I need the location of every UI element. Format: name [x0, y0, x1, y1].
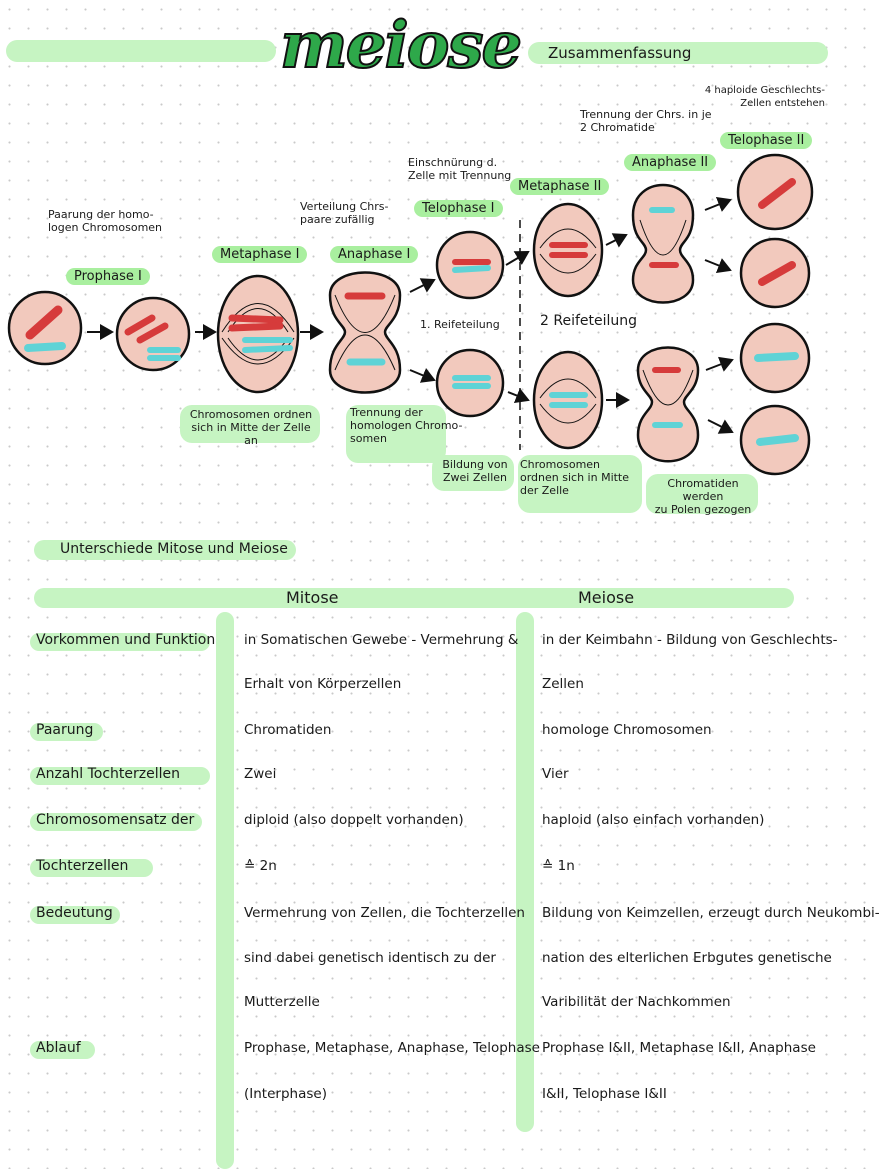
label-second-division: 2 Reifeteilung	[540, 313, 638, 329]
row-label: Anzahl Tochterzellen	[36, 766, 180, 782]
note-separation: Trennung der Chrs. in je 2 Chromatide	[580, 108, 712, 134]
note-homolog-separation: Trennung der homologen Chromo- somen	[350, 406, 463, 445]
row-label: Bedeutung	[36, 905, 113, 921]
row-label: Ablauf	[36, 1040, 81, 1056]
row-meiose: Vier	[542, 766, 569, 782]
column-header-mitose: Mitose	[286, 588, 339, 607]
row-label: Vorkommen und Funktion	[36, 632, 216, 648]
label-metaphase2: Metaphase II	[510, 178, 609, 195]
row-meiose: nation des elterlichen Erbgutes genetische	[542, 950, 832, 966]
cell-metaphase1	[218, 276, 298, 392]
row-mitose: Chromatiden	[244, 722, 332, 738]
row-label: Tochterzellen	[36, 858, 129, 874]
note-haploid: 4 haploide Geschlechts- Zellen entstehen	[704, 85, 825, 109]
row-mitose: Erhalt von Körperzellen	[244, 676, 402, 692]
label-telophase1: Telophase I	[414, 200, 503, 217]
row-mitose: diploid (also doppelt vorhanden)	[244, 812, 464, 828]
note-constriction: Einschnürung d. Zelle mit Trennung	[408, 156, 512, 182]
row-mitose: ≙ 2n	[244, 858, 277, 874]
row-mitose: Prophase, Metaphase, Anaphase, Telophase	[244, 1040, 540, 1056]
row-meiose: ≙ 1n	[542, 858, 575, 874]
row-meiose: Prophase I&II, Metaphase I&II, Anaphase	[542, 1040, 816, 1056]
row-mitose: (Interphase)	[244, 1086, 327, 1102]
row-mitose: Vermehrung von Zellen, die Tochterzellen	[244, 905, 525, 921]
note-chromosomes-center: Chromosomen ordnen sich in Mitte der Zelle an	[189, 408, 313, 447]
column-header-bar	[34, 588, 794, 608]
cell-anaphase2-bottom	[638, 348, 698, 462]
row-meiose: I&II, Telophase I&II	[542, 1086, 667, 1102]
label-anaphase2: Anaphase II	[624, 154, 716, 171]
cell-start	[9, 292, 81, 364]
row-mitose: Mutterzelle	[244, 994, 320, 1010]
note-distribution: Verteilung Chrs- paare zufällig	[300, 200, 389, 226]
row-label: Paarung	[36, 722, 94, 738]
row-meiose: in der Keimbahn - Bildung von Geschlechts-	[542, 632, 838, 648]
row-meiose: Zellen	[542, 676, 584, 692]
page-subtitle: Zusammenfassung	[548, 44, 692, 62]
note-two-cells: Bildung von Zwei Zellen	[442, 458, 508, 484]
column-divider-mitose	[216, 612, 234, 1169]
note-chromosomes-center2: Chromosomen ordnen sich in Mitte der Zelle	[520, 458, 630, 497]
row-meiose: haploid (also einfach vorhanden)	[542, 812, 765, 828]
row-meiose: homologe Chromosomen	[542, 722, 712, 738]
note-pairing: Paarung der homo- logen Chromosomen	[48, 208, 163, 234]
row-label: Chromosomensatz der	[36, 812, 195, 828]
row-mitose: Zwei	[244, 766, 277, 782]
label-telophase2: Telophase II	[720, 132, 812, 149]
cell-metaphase2-top	[534, 204, 602, 296]
page-title: meiose	[280, 8, 521, 83]
note-chromatids-poles: Chromatiden werden zu Polen gezogen	[654, 477, 752, 516]
header-bar-left	[6, 40, 276, 62]
cell-metaphase2-bottom	[534, 352, 602, 448]
label-anaphase1: Anaphase I	[330, 246, 418, 263]
row-mitose: sind dabei genetisch identisch zu der	[244, 950, 496, 966]
row-meiose: Bildung von Keimzellen, erzeugt durch Neukombi-	[542, 905, 880, 921]
comparison-heading: Unterschiede Mitose und Meiose	[60, 541, 288, 557]
label-metaphase1: Metaphase I	[212, 246, 307, 263]
label-prophase1: Prophase I	[66, 268, 150, 285]
row-meiose: Varibilität der Nachkommen	[542, 994, 731, 1010]
label-first-division: 1. Reifeteilung	[420, 318, 500, 331]
cell-anaphase2-top	[633, 185, 693, 303]
column-header-meiose: Meiose	[578, 588, 635, 607]
row-mitose: in Somatischen Gewebe - Vermehrung &	[244, 632, 519, 648]
